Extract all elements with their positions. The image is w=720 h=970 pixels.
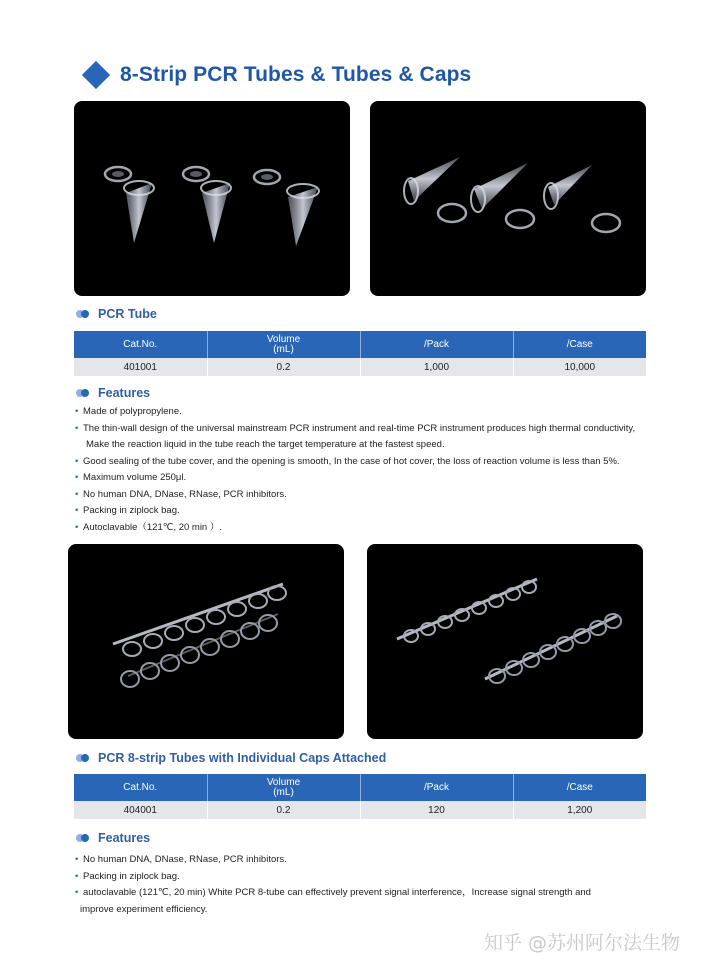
table-cell: 0.2 xyxy=(207,801,360,819)
list-item xyxy=(74,487,635,504)
photo-pcr-tubes-horizontal xyxy=(370,101,646,296)
section-bullet-icon xyxy=(76,753,92,763)
column-header: /Case xyxy=(513,774,646,801)
list-item xyxy=(74,869,591,886)
table-header-row xyxy=(74,331,646,358)
feature-text: Autoclavable（121℃, 20 min ）. xyxy=(83,521,222,533)
table-row xyxy=(74,358,646,376)
list-item xyxy=(74,404,635,421)
column-header: /Pack xyxy=(360,331,513,358)
feature-text: The thin-wall design of the universal mainstream PCR instrument and real-time PCR instrument produces high thermal conductivity, xyxy=(83,422,636,434)
table-cell: 0.2 xyxy=(207,358,360,376)
section-title: Features xyxy=(98,386,151,400)
section-heading-8-strip xyxy=(76,751,386,765)
photo-8-strip-tubes-double xyxy=(367,544,643,739)
diamond-icon xyxy=(82,61,110,89)
8-strip-tubes-illustration xyxy=(68,544,344,739)
column-header xyxy=(207,331,360,358)
list-item xyxy=(74,454,635,471)
feature-text-continued: improve experiment efficiency. xyxy=(80,903,208,915)
table-row xyxy=(74,801,646,819)
section-heading-pcr-tube xyxy=(76,307,157,321)
page-title: 8-Strip PCR Tubes & Tubes & Caps xyxy=(120,63,472,86)
pcr-tubes-horizontal-illustration xyxy=(370,101,646,296)
feature-text-continued: Make the reaction liquid in the tube reach the target temperature at the fastest speed. xyxy=(86,439,445,450)
list-item xyxy=(74,503,635,520)
list-item xyxy=(74,885,591,918)
feature-text: autoclavable (121℃, 20 min) White PCR 8-tube can effectively prevent signal interference，Increase signal strength and xyxy=(83,887,591,898)
table-cell: 404001 xyxy=(74,801,207,819)
photo-8-strip-tubes-single xyxy=(68,544,344,739)
table-cell: 401001 xyxy=(74,358,207,376)
list-item xyxy=(74,520,635,537)
feature-text: No human DNA, DNase, RNase, PCR inhibitors. xyxy=(83,488,287,500)
list-item xyxy=(74,470,635,487)
page-header xyxy=(80,58,471,92)
pcr-tube-spec-table xyxy=(74,331,646,376)
table-cell: 1,200 xyxy=(513,801,646,819)
8-strip-tubes-double-illustration xyxy=(367,544,643,739)
8-strip-spec-table xyxy=(74,774,646,819)
section-heading-features-1 xyxy=(76,386,150,400)
section-title: PCR 8-strip Tubes with Individual Caps Attached xyxy=(98,751,387,765)
column-header xyxy=(207,774,360,801)
section-bullet-icon xyxy=(76,309,92,319)
feature-text: Packing in ziplock bag. xyxy=(83,505,180,516)
feature-text: Packing in ziplock bag. xyxy=(83,870,180,882)
section-heading-features-2 xyxy=(76,831,150,845)
section-title: PCR Tube xyxy=(98,307,157,321)
table-cell: 10,000 xyxy=(513,358,646,376)
watermark: 知乎 @苏州阿尔法生物 xyxy=(484,932,681,954)
features-list-pcr-tube xyxy=(74,404,635,536)
volume-header: Volume (mL) xyxy=(266,333,301,355)
column-header: Cat.No. xyxy=(74,331,207,358)
table-header-row xyxy=(74,774,646,801)
features-list-8-strip xyxy=(74,852,591,918)
volume-header: Volume (mL) xyxy=(266,776,301,798)
column-header: /Case xyxy=(513,331,646,358)
table-cell: 120 xyxy=(360,801,513,819)
feature-text: Good sealing of the tube cover, and the opening is smooth, In the case of hot cover, the loss of reaction volume is less than 5%. xyxy=(83,455,620,467)
section-title: Features xyxy=(98,831,151,845)
column-header: Cat.No. xyxy=(74,774,207,801)
photo-pcr-tubes-upright xyxy=(74,101,350,296)
list-item xyxy=(74,852,591,869)
table-cell: 1,000 xyxy=(360,358,513,376)
pcr-tubes-upright-illustration xyxy=(74,101,350,296)
section-bullet-icon xyxy=(76,388,92,398)
feature-text: Maximum volume 250μl. xyxy=(83,472,187,483)
feature-text: Made of polypropylene. xyxy=(83,406,182,417)
feature-text: No human DNA, DNase, RNase, PCR inhibitors. xyxy=(83,854,287,865)
column-header: /Pack xyxy=(360,774,513,801)
section-bullet-icon xyxy=(76,833,92,843)
list-item xyxy=(74,421,635,454)
